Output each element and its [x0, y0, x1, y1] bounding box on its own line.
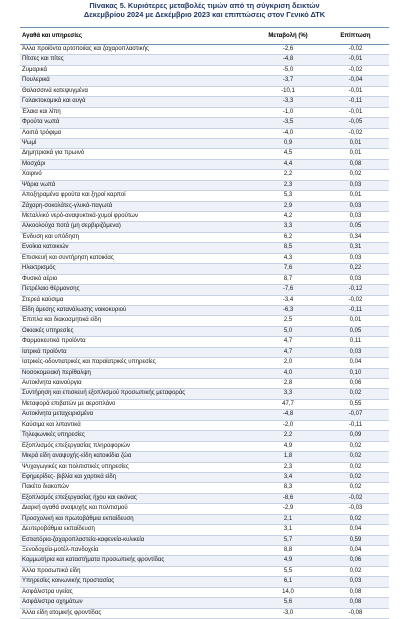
- table-row: [20, 253, 389, 263]
- row-impact: 0,02: [322, 514, 389, 524]
- row-change: 7,6: [254, 264, 322, 274]
- row-change: 6,2: [254, 232, 322, 242]
- table-row: [20, 452, 389, 462]
- row-impact: 0,55: [322, 399, 389, 409]
- row-item: Πουλερικά: [20, 76, 254, 86]
- row-item: Αποξηραμένα φρούτα και ξηροί καρποί: [20, 191, 254, 201]
- row-change: 14,0: [254, 587, 322, 597]
- row-item: Νοσοκομειακή περίθαλψη: [20, 368, 254, 378]
- row-impact: 0,08: [322, 598, 389, 608]
- table-row: [20, 462, 389, 472]
- row-impact: 0,06: [322, 379, 389, 389]
- table-row: [20, 107, 389, 117]
- row-item: Εφημερίδες- βιβλία και χαρτικά είδη: [20, 472, 254, 482]
- row-change: -2,0: [254, 420, 322, 430]
- table-row: [20, 97, 389, 107]
- table-row: [20, 441, 389, 451]
- table-row: [20, 577, 389, 587]
- row-change: 4,0: [254, 368, 322, 378]
- row-item: Ενοίκια κατοικιών: [20, 243, 254, 253]
- row-change: -2,6: [254, 45, 322, 55]
- row-impact: -0,12: [322, 285, 389, 295]
- row-impact: -0,05: [322, 118, 389, 128]
- row-change: 4,9: [254, 556, 322, 566]
- row-change: 8,8: [254, 546, 322, 556]
- table-row: [20, 347, 389, 357]
- table-row: [20, 514, 389, 524]
- row-impact: 0,09: [322, 431, 389, 441]
- row-item: Ξενοδοχεία-μοτέλ-πανδοχεία: [20, 546, 254, 556]
- row-impact: -0,02: [322, 45, 389, 55]
- table-row: [20, 556, 389, 566]
- row-item: Αλκοολούχα ποτά (μη σερβιριζόμενα): [20, 222, 254, 232]
- row-impact: 0,02: [322, 483, 389, 493]
- table-row: [20, 285, 389, 295]
- row-impact: 0,04: [322, 546, 389, 556]
- row-change: -4,8: [254, 410, 322, 420]
- row-item: Επισκευή και συντήρηση κατοικίας: [20, 253, 254, 263]
- row-change: -4,8: [254, 55, 322, 65]
- row-impact: 0,03: [322, 274, 389, 284]
- row-change: 3,1: [254, 525, 322, 535]
- table-title-line-2: Δεκεμβρίου 2024 με Δεκέμβριο 2023 και επιπτώσεις στον Γενικό ΔΤΚ: [83, 10, 326, 19]
- row-item: Μεταλλικό νερό-αναψυκτικά-χυμοί φρούτων: [20, 212, 254, 222]
- table-row: [20, 274, 389, 284]
- row-impact: 0,03: [322, 180, 389, 190]
- row-impact: 0,05: [322, 222, 389, 232]
- table-row: [20, 264, 389, 274]
- row-impact: 0,59: [322, 535, 389, 545]
- row-item: Φυσικό αέριο: [20, 274, 254, 284]
- row-impact: -0,11: [322, 97, 389, 107]
- row-impact: 0,02: [322, 170, 389, 180]
- table-row: [20, 493, 389, 503]
- row-change: 1,8: [254, 452, 322, 462]
- table-row: [20, 243, 389, 253]
- row-item: Πίτσες και πίτες: [20, 55, 254, 65]
- row-change: -1,0: [254, 107, 322, 117]
- table-row: [20, 149, 389, 159]
- table-body: [20, 45, 389, 619]
- row-impact: 0,10: [322, 368, 389, 378]
- table-row: [20, 305, 389, 315]
- row-change: 2,9: [254, 201, 322, 211]
- table-row: [20, 431, 389, 441]
- row-item: Ζυμαρικά: [20, 65, 254, 75]
- row-change: 6,1: [254, 577, 322, 587]
- table-row: [20, 86, 389, 96]
- table-row: [20, 191, 389, 201]
- table-row: [20, 389, 389, 399]
- row-item: Τηλεφωνικές υπηρεσίες: [20, 431, 254, 441]
- row-change: 4,2: [254, 212, 322, 222]
- row-impact: 0,06: [322, 556, 389, 566]
- row-item: Εξοπλισμός επεξεργασίας ήχου και εικόνας: [20, 493, 254, 503]
- table-row: [20, 201, 389, 211]
- row-change: 2,8: [254, 379, 322, 389]
- row-impact: 0,01: [322, 138, 389, 148]
- row-change: 4,9: [254, 441, 322, 451]
- row-impact: 0,01: [322, 149, 389, 159]
- row-change: 3,4: [254, 472, 322, 482]
- table-row: [20, 45, 389, 55]
- row-change: 2,5: [254, 316, 322, 326]
- row-impact: 0,08: [322, 159, 389, 169]
- row-item: Άλλα προσωπικά είδη: [20, 566, 254, 576]
- row-change: 4,7: [254, 337, 322, 347]
- table-row: [20, 326, 389, 336]
- row-item: Διαρκή αγαθά αναψυχής και πολιτισμού: [20, 504, 254, 514]
- row-change: 5,7: [254, 535, 322, 545]
- row-item: Πακέτο διακοπών: [20, 483, 254, 493]
- row-impact: 0,01: [322, 191, 389, 201]
- row-item: Ένδυση και υπόδηση: [20, 232, 254, 242]
- row-change: 3,3: [254, 389, 322, 399]
- row-change: -8,6: [254, 493, 322, 503]
- table-row: [20, 420, 389, 430]
- row-impact: 0,03: [322, 577, 389, 587]
- row-item: Μεταφορά επιβατών με αεροπλάνο: [20, 399, 254, 409]
- table-row: [20, 399, 389, 409]
- row-change: 4,7: [254, 347, 322, 357]
- row-impact: 0,03: [322, 212, 389, 222]
- row-change: 4,4: [254, 159, 322, 169]
- table-row: [20, 118, 389, 128]
- row-impact: 0,03: [322, 201, 389, 211]
- row-item: Ασφάλιστρα οχημάτων: [20, 598, 254, 608]
- row-impact: 0,04: [322, 525, 389, 535]
- row-impact: -0,01: [322, 86, 389, 96]
- table-row: [20, 546, 389, 556]
- price-changes-table: [20, 27, 389, 619]
- table-row: [20, 608, 389, 618]
- row-impact: 0,02: [322, 389, 389, 399]
- row-impact: -0,02: [322, 65, 389, 75]
- header-impact: Επίπτωση: [322, 28, 389, 45]
- table-row: [20, 180, 389, 190]
- row-item: Ιατρικές-οδοντιατρικές και παραϊατρικές υπηρεσίες: [20, 358, 254, 368]
- row-item: Χοιρινό: [20, 170, 254, 180]
- row-item: Εστιατόρια-ζαχαροπλαστεία-καφενεία-κυλικεία: [20, 535, 254, 545]
- row-impact: -0,02: [322, 295, 389, 305]
- table-row: [20, 598, 389, 608]
- row-item: Γαλακτοκομικά και αυγά: [20, 97, 254, 107]
- row-item: Θαλασσινά κατεψυγμένα: [20, 86, 254, 96]
- row-item: Είδη άμεσης κατανάλωσης νοικοκυριού: [20, 305, 254, 315]
- row-impact: 0,03: [322, 253, 389, 263]
- row-impact: -0,07: [322, 410, 389, 420]
- row-item: Μικρά είδη αναψυχής-είδη κατοικίδια ζώα: [20, 452, 254, 462]
- row-item: Ψωμί: [20, 138, 254, 148]
- row-item: Αυτοκίνητα μεταχειρισμένα: [20, 410, 254, 420]
- row-impact: 0,04: [322, 358, 389, 368]
- row-item: Ιατρικά προϊόντα: [20, 347, 254, 357]
- row-change: 5,0: [254, 326, 322, 336]
- row-change: 2,3: [254, 462, 322, 472]
- row-impact: -0,11: [322, 305, 389, 315]
- row-change: -6,3: [254, 305, 322, 315]
- row-impact: 0,02: [322, 566, 389, 576]
- row-item: Φαρμακευτικά προϊόντα: [20, 337, 254, 347]
- row-item: Πετρέλαιο θέρμανσης: [20, 285, 254, 295]
- row-item: Λοιπά τρόφιμα: [20, 128, 254, 138]
- row-item: Συντήρηση και επισκευή εξοπλισμού προσωπικής μεταφοράς: [20, 389, 254, 399]
- row-change: 8,3: [254, 483, 322, 493]
- row-item: Καύσιμα και λιπαντικά: [20, 420, 254, 430]
- row-change: -7,6: [254, 285, 322, 295]
- row-item: Ασφάλιστρα υγείας: [20, 587, 254, 597]
- table-row: [20, 358, 389, 368]
- row-impact: 0,01: [322, 316, 389, 326]
- row-impact: 0,05: [322, 326, 389, 336]
- row-change: -3,5: [254, 118, 322, 128]
- table-row: [20, 566, 389, 576]
- table-row: [20, 159, 389, 169]
- row-item: Εξοπλισμός επεξεργασίας πληροφοριών: [20, 441, 254, 451]
- row-impact: -0,11: [322, 420, 389, 430]
- row-item: Ψάρια νωπά: [20, 180, 254, 190]
- table-row: [20, 483, 389, 493]
- table-title: [0, 1, 409, 19]
- row-change: 5,6: [254, 598, 322, 608]
- table-row: [20, 65, 389, 75]
- row-change: -3,3: [254, 97, 322, 107]
- table-row: [20, 295, 389, 305]
- table-row: [20, 525, 389, 535]
- row-impact: -0,08: [322, 608, 389, 618]
- row-change: -10,1: [254, 86, 322, 96]
- table-title-line-1: Πίνακας 5. Κυριότερες μεταβολές τιμών από τη σύγκριση δεικτών: [89, 1, 320, 10]
- row-change: 2,1: [254, 514, 322, 524]
- row-change: 4,3: [254, 253, 322, 263]
- row-impact: 0,31: [322, 243, 389, 253]
- row-impact: 0,03: [322, 347, 389, 357]
- table-row: [20, 55, 389, 65]
- row-impact: 0,11: [322, 337, 389, 347]
- row-change: 4,5: [254, 149, 322, 159]
- row-impact: 0,02: [322, 462, 389, 472]
- table-row: [20, 337, 389, 347]
- table-row: [20, 504, 389, 514]
- table-row: [20, 232, 389, 242]
- row-change: 47,7: [254, 399, 322, 409]
- row-item: Έπιπλα και διακοσμητικά είδη: [20, 316, 254, 326]
- row-item: Έλαια και λίπη: [20, 107, 254, 117]
- row-item: Άλλα είδη ατομικής φροντίδας: [20, 608, 254, 618]
- row-item: Αυτοκίνητα καινούργια: [20, 379, 254, 389]
- row-item: Ψυχαγωγικές και πολιτιστικές υπηρεσίες: [20, 462, 254, 472]
- table-row: [20, 410, 389, 420]
- row-change: 5,5: [254, 566, 322, 576]
- row-item: Οικιακές υπηρεσίες: [20, 326, 254, 336]
- row-change: -3,0: [254, 608, 322, 618]
- row-change: 0,9: [254, 138, 322, 148]
- row-item: Στερεά καύσιμα: [20, 295, 254, 305]
- table-row: [20, 212, 389, 222]
- row-item: Προσχολική και πρωτοβάθμια εκπαίδευση: [20, 514, 254, 524]
- row-impact: 0,02: [322, 441, 389, 451]
- header-item: Αγαθά και υπηρεσίες: [20, 28, 254, 45]
- row-item: Ηλεκτρισμός: [20, 264, 254, 274]
- table-row: [20, 138, 389, 148]
- row-item: Δευτεροβάθμια εκπαίδευση: [20, 525, 254, 535]
- row-change: 2,0: [254, 358, 322, 368]
- header-change: Μεταβολή (%): [254, 28, 322, 45]
- row-impact: 0,22: [322, 264, 389, 274]
- row-change: 2,3: [254, 180, 322, 190]
- row-change: -3,4: [254, 295, 322, 305]
- row-change: 8,7: [254, 274, 322, 284]
- table-row: [20, 128, 389, 138]
- row-change: 8,5: [254, 243, 322, 253]
- row-change: 3,3: [254, 222, 322, 232]
- table-row: [20, 170, 389, 180]
- row-change: 2,2: [254, 431, 322, 441]
- row-impact: 0,34: [322, 232, 389, 242]
- row-impact: 0,08: [322, 587, 389, 597]
- row-change: -4,0: [254, 128, 322, 138]
- row-impact: -0,01: [322, 55, 389, 65]
- row-item: Ζάχαρη-σοκολάτες-γλυκά-παγωτά: [20, 201, 254, 211]
- row-impact: 0,02: [322, 472, 389, 482]
- row-impact: 0,02: [322, 452, 389, 462]
- table-row: [20, 368, 389, 378]
- table-row: [20, 222, 389, 232]
- row-impact: -0,02: [322, 493, 389, 503]
- row-change: 2,2: [254, 170, 322, 180]
- table-row: [20, 587, 389, 597]
- row-change: -5,0: [254, 65, 322, 75]
- row-change: 5,3: [254, 191, 322, 201]
- row-item: Κομμωτήρια και καταστήματα προσωπικής φροντίδας: [20, 556, 254, 566]
- table-header-row: [20, 28, 389, 45]
- row-impact: -0,04: [322, 76, 389, 86]
- row-impact: -0,01: [322, 107, 389, 117]
- table-row: [20, 535, 389, 545]
- row-item: Άλλα προϊόντα αρτοποιίας και ζαχαροπλαστικής: [20, 45, 254, 55]
- table-row: [20, 379, 389, 389]
- row-item: Μοσχάρι: [20, 159, 254, 169]
- table-row: [20, 316, 389, 326]
- row-item: Δημητριακά για πρωινό: [20, 149, 254, 159]
- table-row: [20, 76, 389, 86]
- row-impact: -0,02: [322, 128, 389, 138]
- row-item: Φρούτα νωπά: [20, 118, 254, 128]
- row-change: -2,9: [254, 504, 322, 514]
- table-row: [20, 472, 389, 482]
- row-change: -3,7: [254, 76, 322, 86]
- row-item: Υπηρεσίες κοινωνικής προστασίας: [20, 577, 254, 587]
- row-impact: -0,03: [322, 504, 389, 514]
